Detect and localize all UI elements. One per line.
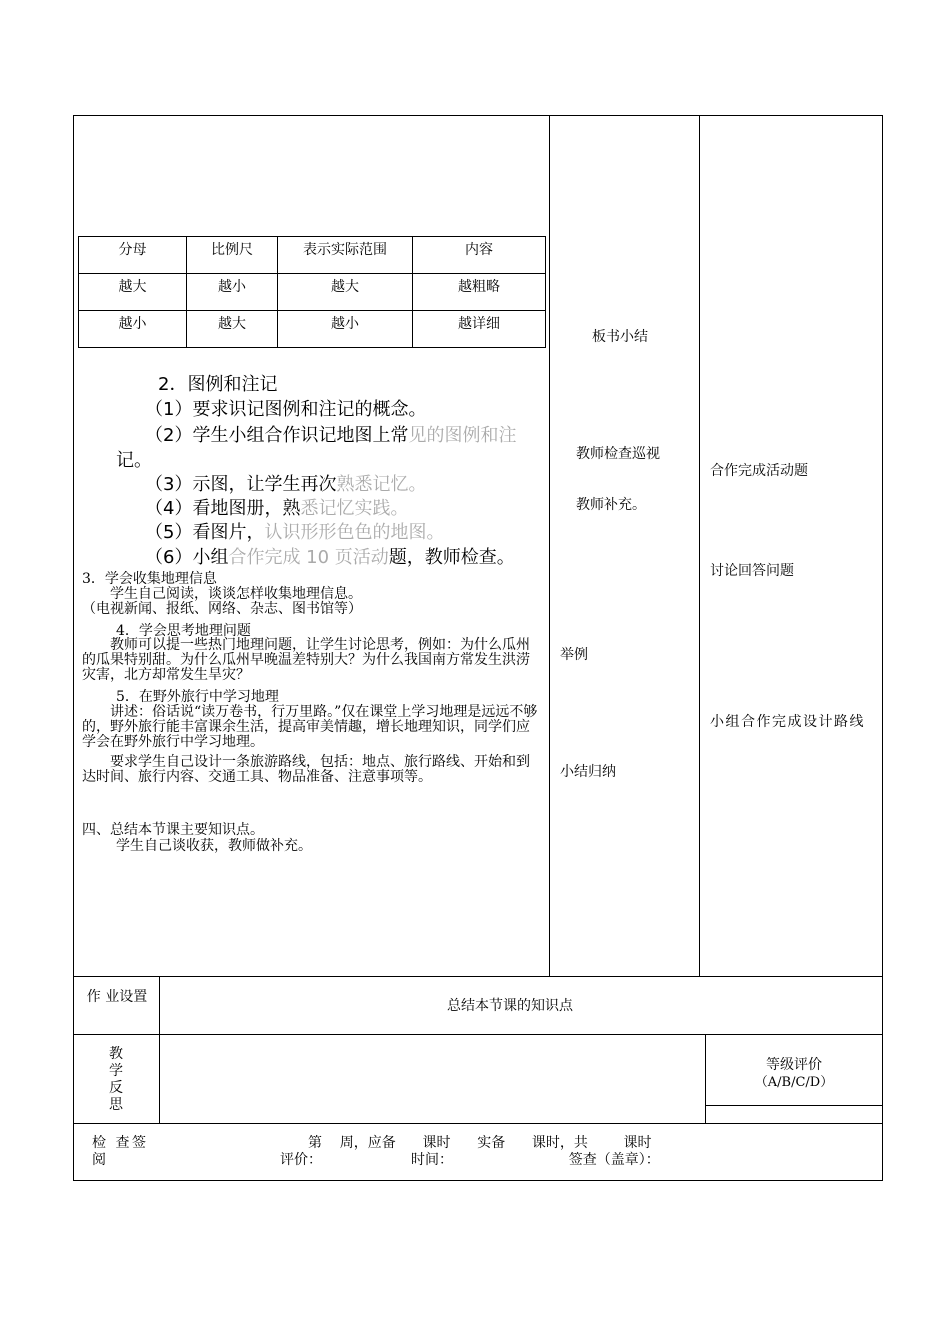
table-cell: 越小	[79, 311, 187, 348]
homework-content: 总结本节课的知识点	[447, 998, 573, 1014]
grade-options: （A/B/C/D）	[754, 1075, 834, 1090]
section-4-title: 4．学会思考地理问题	[116, 623, 251, 639]
table-cell: 越小	[187, 274, 278, 311]
section-2-item: （2）学生小组合作识记地图上常见的图例和注	[145, 425, 517, 446]
section-3-title: 3．学会收集地理信息	[82, 571, 217, 587]
section-3-note: （电视新闻、报纸、网络、杂志、图书馆等）	[82, 601, 362, 617]
check-line-2: 评价： 时间： 签查（盖章）：	[280, 1152, 660, 1168]
table-header: 内容	[413, 237, 546, 274]
table-header: 表示实际范围	[278, 237, 413, 274]
teacher-activity: 教师检查巡视	[576, 446, 660, 462]
table-cell: 越大	[187, 311, 278, 348]
section-2-item: 记。	[116, 450, 152, 471]
section-2-title: 2．图例和注记	[158, 374, 278, 395]
grade-label: 等级评价	[766, 1057, 822, 1073]
check-label: 检 查签 阅	[92, 1135, 146, 1168]
section-5-task: 要求学生自己设计一条旅游路线，包括：地点、旅行路线、开始和到达时间、旅行内容、交通工具、物品准备、注意事项等。	[82, 754, 530, 785]
scale-table	[78, 236, 546, 348]
table-row	[79, 237, 546, 274]
section-3-body: 学生自己阅读，谈谈怎样收集地理信息。	[110, 586, 362, 602]
teacher-activity: 举例	[560, 647, 588, 663]
student-activity: 合作完成活动题	[710, 463, 808, 479]
section-5-body: 讲述：俗话说“读万卷书，行万里路。”仅在课堂上学习地理是远远不够的，野外旅行能丰富课余生活，提高审美情趣，增长地理知识，同学们应学会在野外旅行中学习地理。	[82, 704, 538, 750]
table-cell: 越大	[278, 274, 413, 311]
teacher-activity: 板书小结	[592, 329, 648, 345]
table-header: 比例尺	[187, 237, 278, 274]
homework-label: 作 业设置	[86, 989, 148, 1005]
section-2-item: （4）看地图册，熟悉记忆实践。	[145, 498, 409, 519]
table-cell: 越粗略	[413, 274, 546, 311]
divider	[73, 976, 882, 977]
check-line-1: 第 周，应备 课时 实备 课时，共 课时	[308, 1135, 652, 1151]
table-header: 分母	[79, 237, 187, 274]
table-cell: 越小	[278, 311, 413, 348]
section-5-title: 5．在野外旅行中学习地理	[116, 689, 279, 705]
divider	[699, 115, 700, 976]
divider	[705, 1105, 882, 1106]
section-2-item: （1）要求识记图例和注记的概念。	[145, 399, 427, 420]
teacher-activity: 小结归纳	[560, 764, 616, 780]
student-activity: 讨论回答问题	[710, 563, 794, 579]
divider	[549, 115, 550, 976]
section-2-item: （6）小组合作完成 10 页活动题，教师检查。	[145, 547, 515, 568]
reflection-label: 教学反思	[109, 1046, 123, 1113]
student-activity: 小组合作完成设计路线	[710, 714, 865, 730]
teacher-activity: 教师补充。	[576, 497, 646, 513]
section-2-item: （3）示图，让学生再次熟悉记忆。	[145, 474, 427, 495]
section-6-body: 学生自己谈收获，教师做补充。	[116, 838, 312, 854]
section-4-body: 教师可以提一些热门地理问题，让学生讨论思考，例如：为什么瓜州的瓜果特别甜。为什么瓜州早晚温差特别大？为什么我国南方常发生洪涝灾害，北方却常发生旱灾？	[82, 637, 530, 683]
table-cell: 越详细	[413, 311, 546, 348]
section-2-item: （5）看图片，认识形形色色的地图。	[145, 522, 445, 543]
table-row	[79, 311, 546, 348]
table-row	[79, 274, 546, 311]
divider	[159, 976, 160, 1123]
divider	[73, 1034, 882, 1035]
section-6-title: 四、总结本节课主要知识点。	[82, 822, 264, 838]
table-cell: 越大	[79, 274, 187, 311]
divider	[73, 1123, 882, 1124]
